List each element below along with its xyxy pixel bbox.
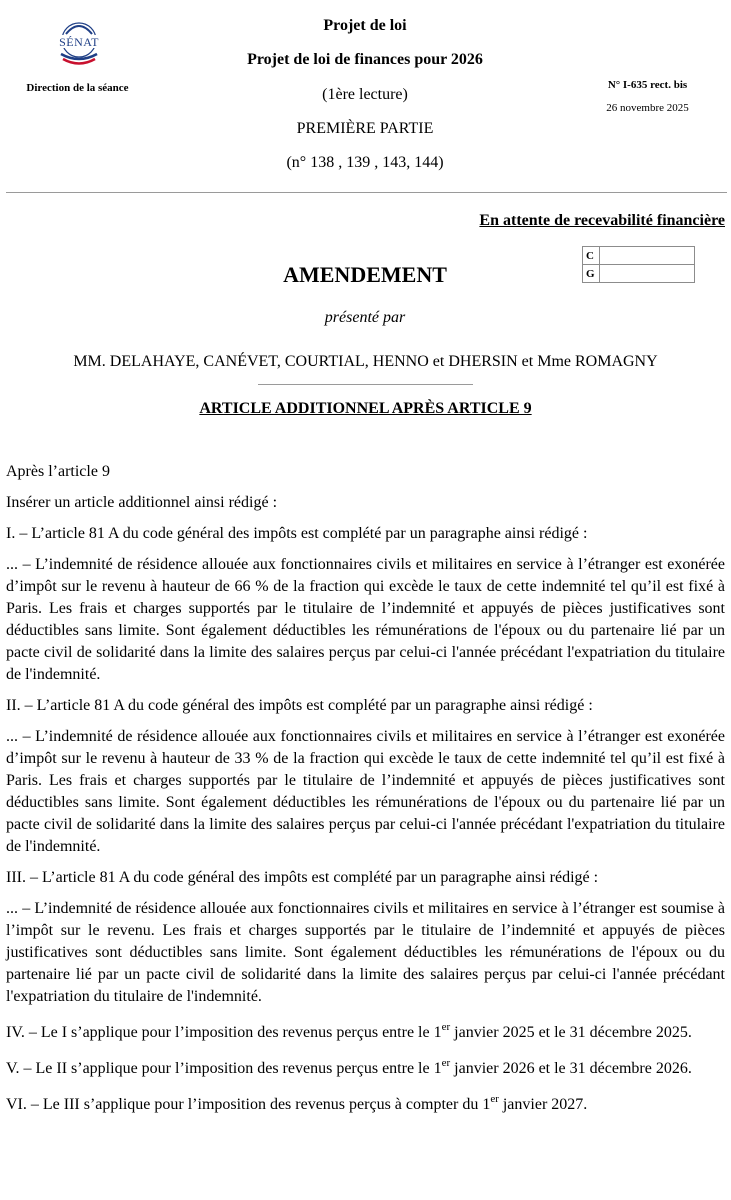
paragraph-5: II. – L’article 81 A du code général des impôts est complété par un paragraphe ainsi rédigé : (6, 697, 593, 714)
part-label: PREMIÈRE PARTIE (296, 120, 434, 137)
senat-logo-text: SÉNAT (59, 35, 99, 49)
reading-stage: (1ère lecture) (322, 86, 408, 103)
amendment-title: AMENDEMENT (283, 262, 447, 287)
paragraph-4: ... – L’indemnité de résidence allouée aux fonctionnaires civils et militaires en service à l’étranger est exonérée d’impôt sur le revenu à hauteur de 66 % de la fraction qui excède le taux de cette indemnité tel qu’il est fixé à Paris. Les frais et charges supportés par le titulaire de l’indemnité et appuyés de pièces justificatives sont déductibles sans limite. Sont également déductibles les rémunérations de l'époux ou du partenaire lié par un pacte civil de solidarité dans la limite des salaires perçus par celui-ci l'année précédant l'expatriation du titulaire de l'indemnité. (6, 556, 725, 683)
doc-type: Projet de loi (323, 17, 407, 34)
paragraph-11-sup: er (490, 1093, 499, 1105)
paragraph-9 (6, 1022, 725, 1044)
status-notice: En attente de recevabilité financière (479, 212, 725, 229)
grid-box-g (600, 265, 695, 283)
paragraph-10 (6, 1058, 725, 1080)
paragraph-3: I. – L’article 81 A du code général des impôts est complété par un paragraphe ainsi rédigé : (6, 525, 588, 542)
article-heading: ARTICLE ADDITIONNEL APRÈS ARTICLE 9 (199, 400, 532, 417)
document-numbers: (n° 138 , 139 , 143, 144) (286, 154, 444, 171)
paragraph-10-sup: er (441, 1057, 451, 1069)
paragraph-11 (6, 1094, 725, 1116)
paragraph-7: III. – L’article 81 A du code général des impôts est complété par un paragraphe ainsi rédigé : (6, 869, 599, 886)
senat-logo (48, 12, 110, 74)
amendment-date: 26 novembre 2025 (606, 102, 689, 114)
paragraph-2: Insérer un article additionnel ainsi rédigé : (6, 494, 278, 511)
authors: MM. DELAHAYE, CANÉVET, COURTIAL, HENNO et DHERSIN et Mme ROMAGNY (73, 353, 658, 370)
paragraph-1: Après l’article 9 (6, 463, 110, 480)
paragraph-9-text-a: IV. – Le I s’applique pour l’imposition des revenus perçus entre le 1 (6, 1024, 442, 1041)
paragraph-10-text-b: janvier 2026 et le 31 décembre 2026. (450, 1060, 692, 1077)
paragraph-8: ... – L’indemnité de résidence allouée aux fonctionnaires civils et militaires en service à l’étranger est soumise à l’impôt sur le revenu. Les frais et charges supportés par le titulaire de l’indemnité et appuyés de pièces justificatives sont déductibles sans limite. Sont également déductibles les rémunérations de l'époux ou du partenaire lié par un pacte civil de solidarité dans la limite des salaires perçus par celui-ci l'année précédant l'expatriation du titulaire de l'indemnité. (6, 900, 725, 1005)
paragraph-11-text-a: VI. – Le III s’applique pour l’imposition des revenus perçus à compter du 1 (6, 1096, 491, 1113)
senat-emblem-icon (48, 12, 110, 74)
authors-divider (258, 384, 473, 385)
presented-by: présenté par (324, 309, 406, 326)
amendment-body (6, 461, 725, 1130)
paragraph-6: ... – L’indemnité de résidence allouée aux fonctionnaires civils et militaires en service à l’étranger est exonérée d’impôt sur le revenu à hauteur de 33 % de la fraction qui excède le taux de cette indemnité tel qu’il est fixé à Paris. Les frais et charges supportés par le titulaire de l’indemnité et appuyés de pièces justificatives sont déductibles sans limite. Sont également déductibles les rémunérations de l'époux ou du partenaire lié par un pacte civil de solidarité dans la limite des salaires perçus par celui-ci l'année précédant l'expatriation du titulaire de l'indemnité. (6, 728, 725, 855)
grid-box-c (600, 247, 695, 265)
grid-label-c: C (583, 247, 600, 265)
paragraph-11-text-b: janvier 2027. (498, 1096, 588, 1113)
header-divider (6, 192, 727, 193)
paragraph-10-text-a: V. – Le II s’applique pour l’imposition des revenus perçus entre le 1 (6, 1060, 442, 1077)
amendment-number: N° I-635 rect. bis (607, 79, 688, 91)
bill-title: Projet de loi de finances pour 2026 (247, 51, 483, 68)
paragraph-9-sup: er (441, 1021, 451, 1033)
grid-label-g: G (583, 265, 600, 283)
paragraph-9-text-b: janvier 2025 et le 31 décembre 2025. (450, 1024, 692, 1041)
direction-label: Direction de la séance (26, 82, 129, 94)
commission-grid (582, 246, 695, 283)
